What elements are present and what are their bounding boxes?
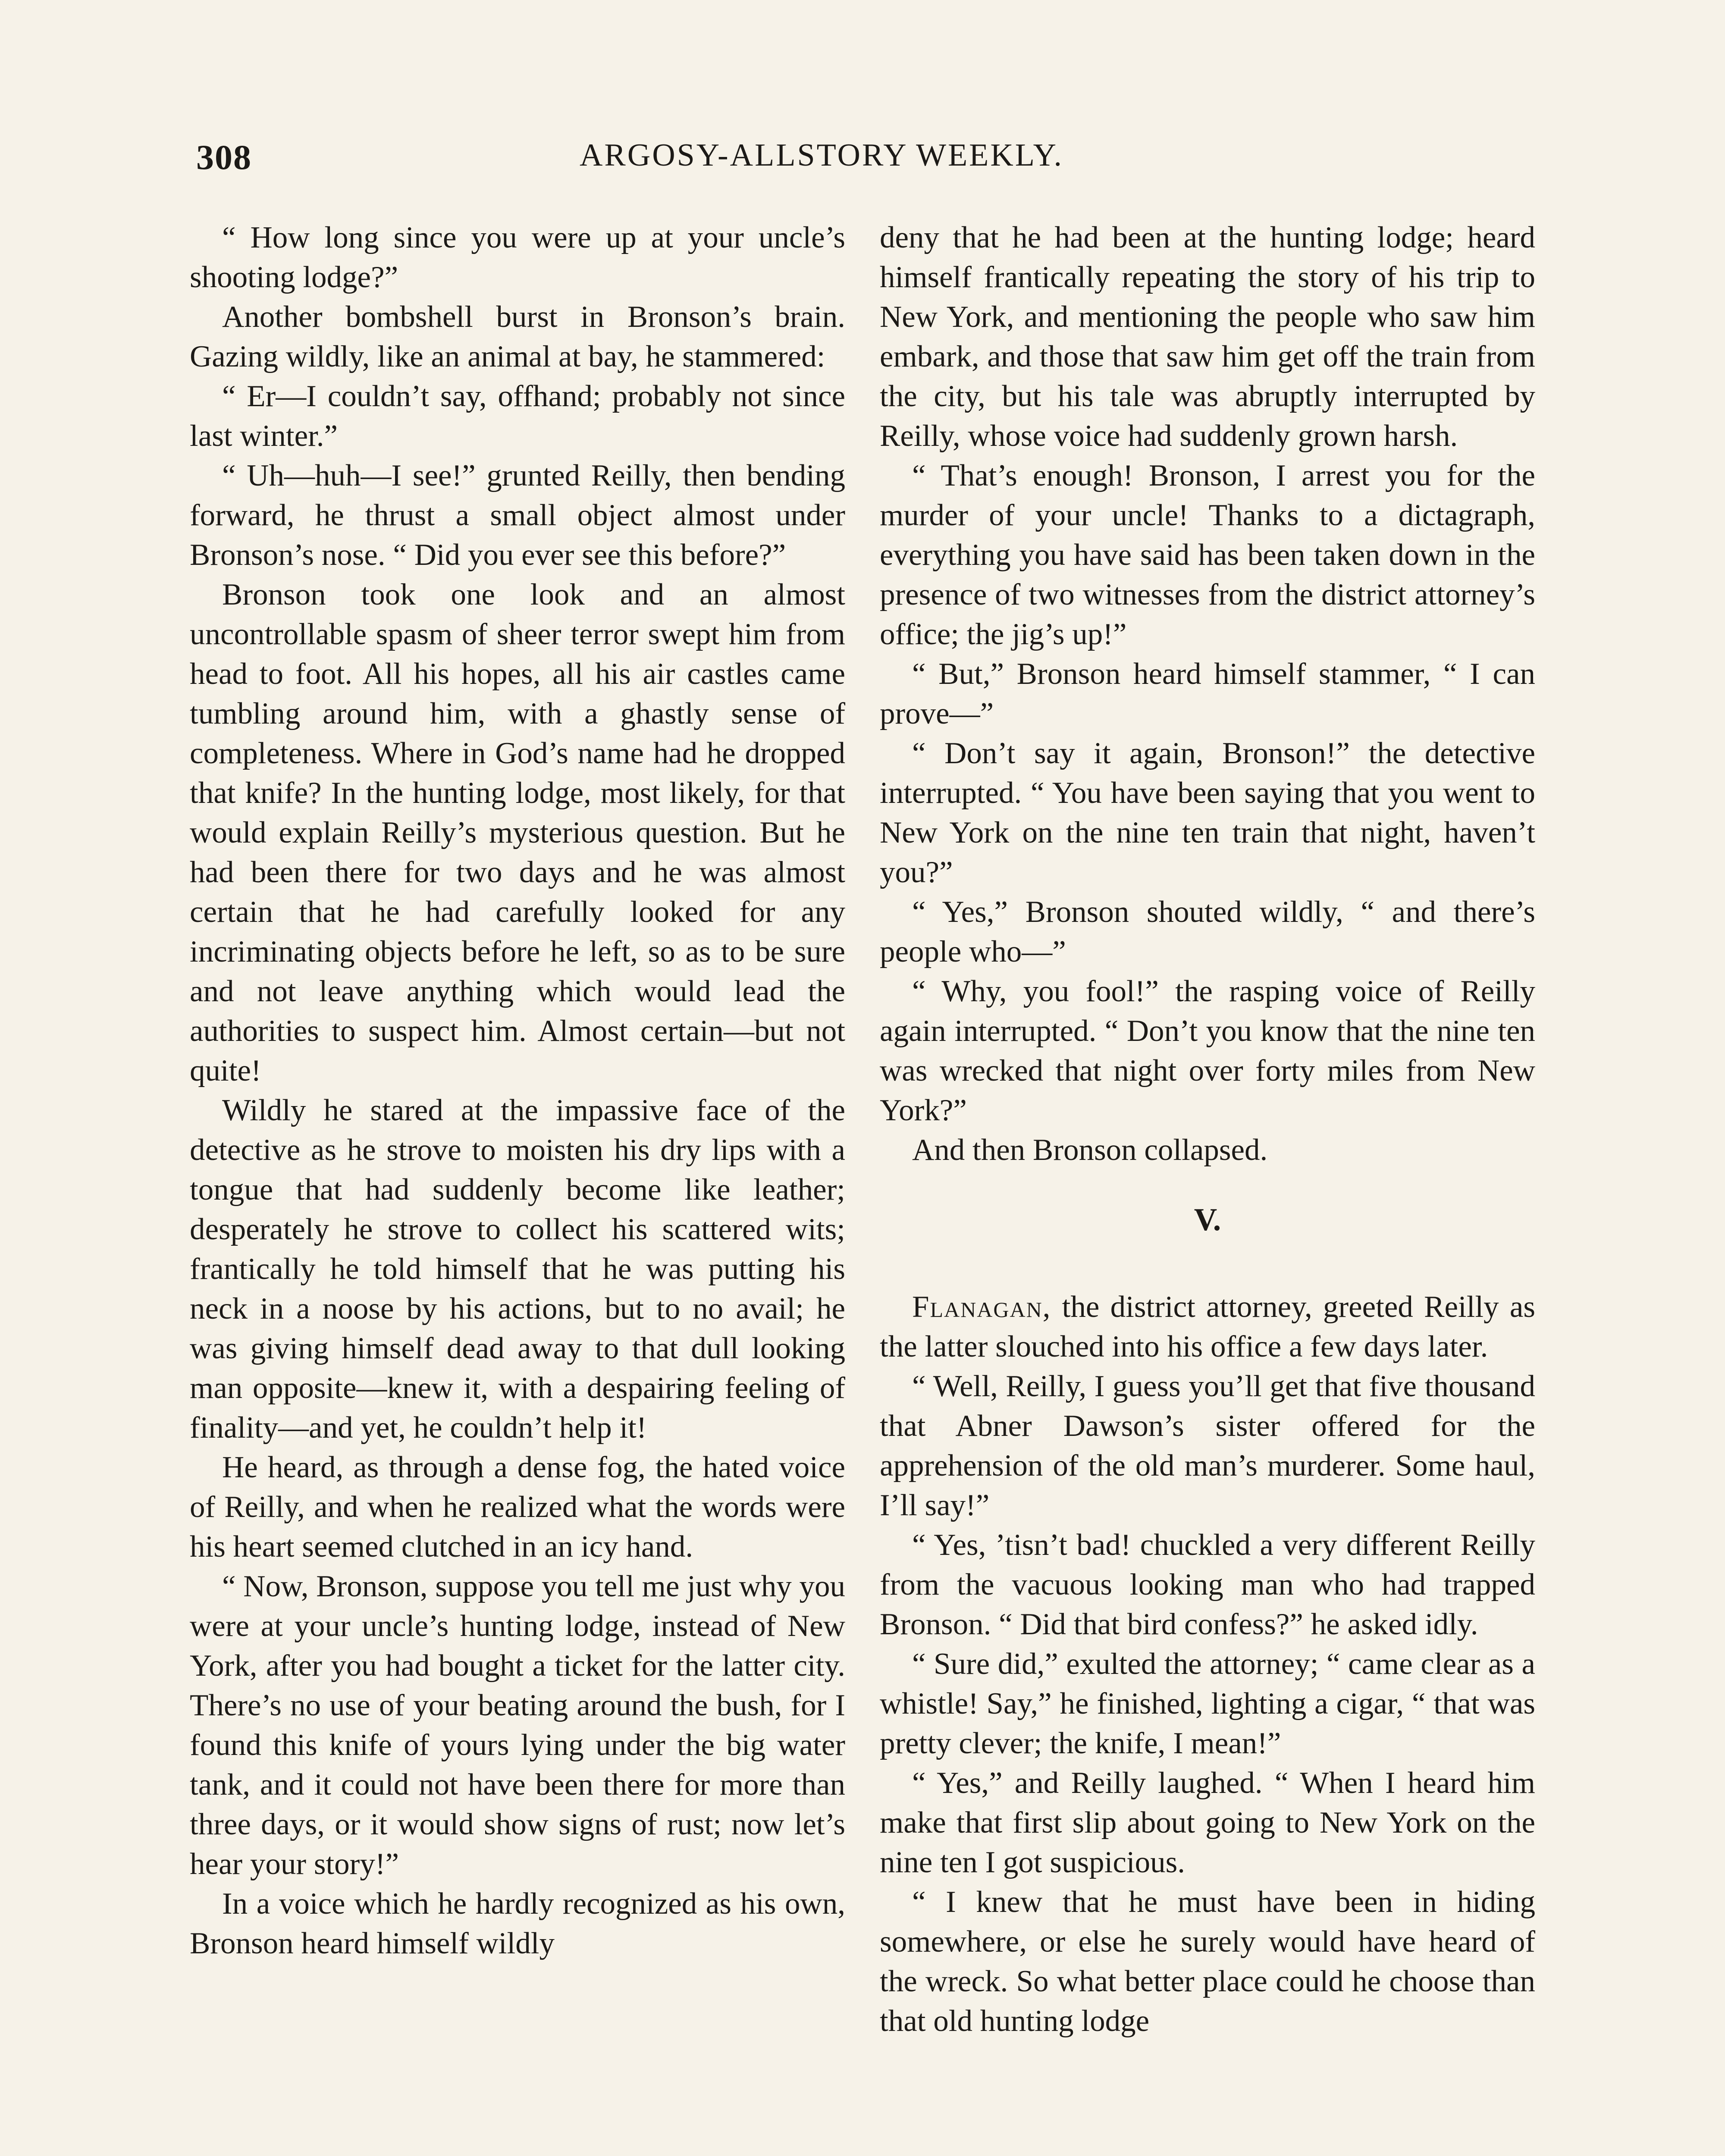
paragraph: “ Why, you fool!” the rasping voice of Reilly again interrupted. “ Don’t you know that the nine ten was wrecked that night over forty miles from New York?” [880, 975, 1535, 1127]
paragraph [880, 1287, 1535, 1366]
paragraph: “ Now, Bronson, suppose you tell me just why you were at your uncle’s hunting lodge, instead of New York, after you had bought a ticket for the latter city. There’s no use of your beating around the bush, for I found this knife of yours lying under the big water tank, and it could not have been there for more than three days, or it would show signs of rust; now let’s hear your story!” [190, 1570, 845, 1881]
paragraph: “ Don’t say it again, Bronson!” the detective interrupted. “ You have been saying that you went to New York on the nine ten train that night, haven’t you?” [880, 736, 1535, 889]
lead-word: Flanagan, [912, 1290, 1051, 1324]
page-header [196, 137, 1447, 189]
section-heading: V. [1194, 1202, 1221, 1238]
paragraph: “ Well, Reilly, I guess you’ll get that five thousand that Abner Dawson’s sister offered for the apprehension of the old man’s murderer. Some haul, I’ll say!” [880, 1369, 1535, 1522]
lead-rest: the district attorney, greeted Reilly as the latter slouched into his office a few days later. [880, 1290, 1535, 1363]
paragraph: Another bombshell burst in Bronson’s brain. Gazing wildly, like an animal at bay, he stammered: [190, 300, 845, 373]
paragraph: “ Sure did,” exulted the attorney; “ came clear as a whistle! Say,” he finished, lighting a cigar, “ that was pretty clever; the knife, I mean!” [880, 1647, 1535, 1760]
paragraph: Bronson took one look and an almost uncontrollable spasm of sheer terror swept him from head to foot. All his hopes, all his air castles came tumbling around him, with a ghastly sense of completeness. Where in God’s name had he dropped that knife? In the hunting lodge, most likely, for that would explain Reilly’s mysterious question. But he had been there for two days and he was almost certain that he had carefully looked for any incriminating objects before he left, so as to be sure and not leave anything which would lead the authorities to suspect him. Almost certain—but not quite! [190, 578, 845, 1087]
paragraph: “ How long since you were up at your uncle’s shooting lodge?” [190, 221, 845, 294]
paragraph: “ Er—I couldn’t say, offhand; probably not since last winter.” [190, 379, 845, 453]
paragraph: “ Yes,” Bronson shouted wildly, “ and there’s people who—” [880, 895, 1535, 968]
paragraph: Wildly he stared at the impassive face of the detective as he strove to moisten his dry lips with a tongue that had suddenly become like leather; desperately he strove to collect his scattered wits; frantically he told himself that he was putting his neck in a noose by his actions, but to no avail; he was giving himself dead away to that dull looking man opposite—knew it, with a despairing feeling of finality—and yet, he couldn’t help it! [190, 1094, 845, 1445]
paragraph: “ Yes,” and Reilly laughed. “ When I heard him make that first slip about going to New York on the nine ten I got suspicious. [880, 1766, 1535, 1879]
page-number: 308 [196, 138, 252, 177]
running-title: ARGOSY-ALLSTORY WEEKLY. [579, 138, 1064, 173]
paragraph: “ Yes, ’tisn’t bad! chuckled a very different Reilly from the vacuous looking man who had trapped Bronson. “ Did that bird confess?” he asked idly. [880, 1528, 1535, 1641]
paragraph: “ Uh—huh—I see!” grunted Reilly, then bending forward, he thrust a small object almost under Bronson’s nose. “ Did you ever see this before?” [190, 459, 845, 572]
paragraph: deny that he had been at the hunting lodge; heard himself frantically repeating the story of his trip to New York, and mentioning the people who saw him embark, and those that saw him get off the train from the city, but his tale was abruptly interrupted by Reilly, whose voice had suddenly grown harsh. [880, 221, 1535, 453]
right-column [880, 218, 1535, 2041]
paragraph: “ I knew that he must have been in hiding somewhere, or else he surely would have heard of the wreck. So what better place could he choose than that old hunting lodge [880, 1885, 1535, 2038]
paragraph: He heard, as through a dense fog, the hated voice of Reilly, and when he realized what the words were his heart seemed clutched in an icy hand. [190, 1451, 845, 1564]
paragraph: “ That’s enough! Bronson, I arrest you for the murder of your uncle! Thanks to a dictagraph, everything you have said has been taken down in the presence of two witnesses from the district attorney’s office; the jig’s up!” [880, 459, 1535, 651]
left-column [190, 218, 845, 1963]
paragraph: And then Bronson collapsed. [912, 1133, 1268, 1167]
paragraph: In a voice which he hardly recognized as his own, Bronson heard himself wildly [190, 1887, 845, 1960]
paragraph: “ But,” Bronson heard himself stammer, “ I can prove—” [880, 657, 1535, 730]
